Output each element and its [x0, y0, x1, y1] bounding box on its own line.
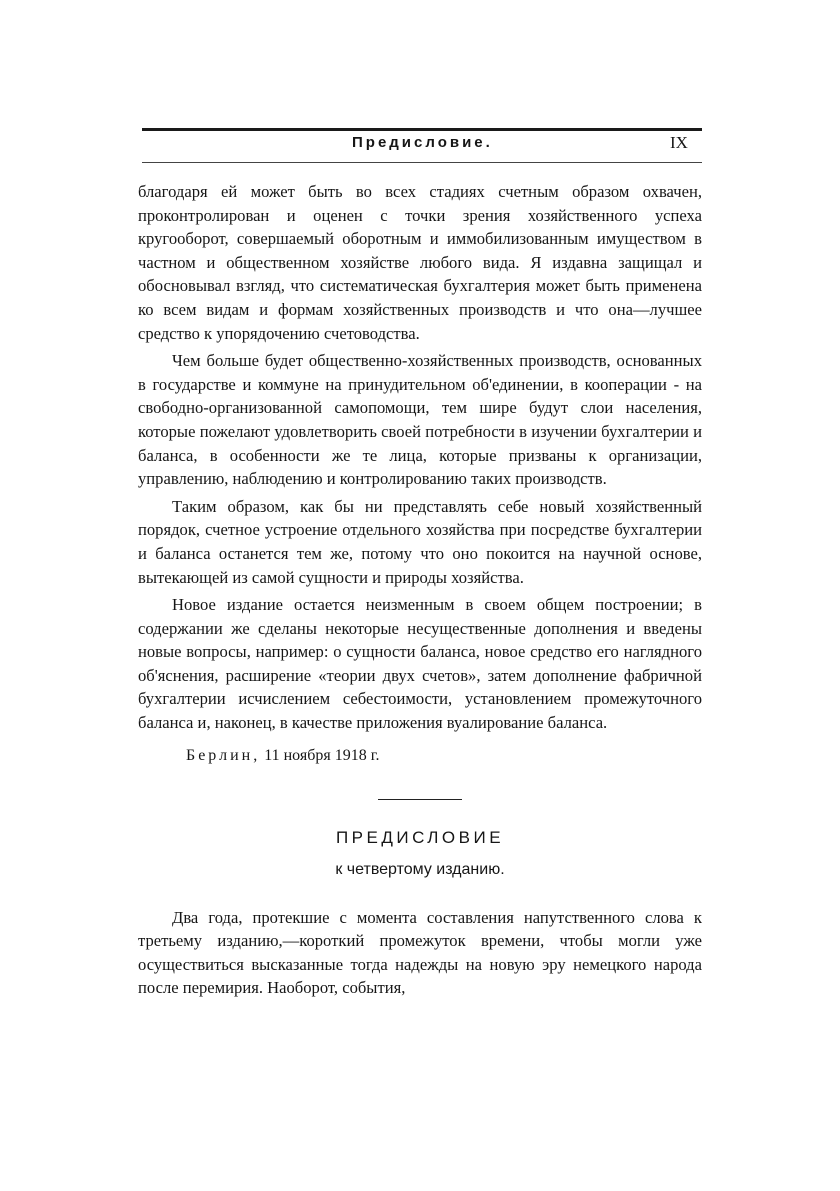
header-underline [142, 162, 702, 163]
signature-city: Берлин, [186, 746, 261, 764]
paragraph-continuation: благодаря ей может быть во всех стадиях счетным образом охвачен, проконтролирован и оценен с точки зрения хозяйственного успеха кругооборот, совершаемый оборотным и иммобилизованным имуществом в частном и общественном хозяйстве любого вида. Я издавна защищал и обосновывал взгляд, что систематическая бухгалтерия может быть применена ко всем видам и формам хозяйственных производств и что она—лучшее средство к упорядочению счетоводства. [138, 182, 702, 343]
closing-paragraph: Два года, протекшие с момента составления напутственного слова к третьему изданию,—короткий промежуток времени, чтобы могли уже осуществиться высказанные тогда надежды на новую эру немецкого народа после перемирия. Наоборот, события, [138, 907, 702, 998]
signature-date: 11 ноября 1918 г. [264, 746, 380, 764]
signature-line [186, 745, 702, 767]
body-text [138, 180, 702, 1004]
section-subtitle: к четвертому изданию. [335, 860, 505, 878]
page-number: IX [670, 133, 688, 152]
header-rule [142, 128, 702, 131]
section-divider [378, 799, 462, 800]
running-head: Предисловие. [352, 134, 493, 151]
paragraph: Чем больше будет общественно-хозяйственных производств, основанных в государстве и коммуне на принудительном об'единении, в кооперации - на свободно-организованной самопомощи, тем шире будут слои населения, которые пожелают удовлетворить своей потребности в изучении бухгалтерии и баланса, в особенности же те лица, которые призваны к организации, управлению, наблюдению и контролированию таких производств. [138, 351, 702, 489]
paragraph: Таким образом, как бы ни представлять себе новый хозяйственный порядок, счетное устроение отдельного хозяйства при посредстве бухгалтерии и баланса останется тем же, потому что оно покоится на научной основе, вытекающей из самой сущности и природы хозяйства. [138, 496, 702, 587]
section-title: ПРЕДИСЛОВИЕ [335, 827, 505, 847]
paragraph: Новое издание остается неизменным в своем общем построении; в содержании же сделаны некоторые несущественные дополнения и введены новые вопросы, например: о сущности баланса, новое средство его наглядного об'яснения, расширение «теории двух счетов», затем дополнение фабричной бухгалтерии исчислением себестоимости, установлением промежуточного баланса и, наконец, в качестве приложения вуалирование баланса. [138, 595, 702, 733]
